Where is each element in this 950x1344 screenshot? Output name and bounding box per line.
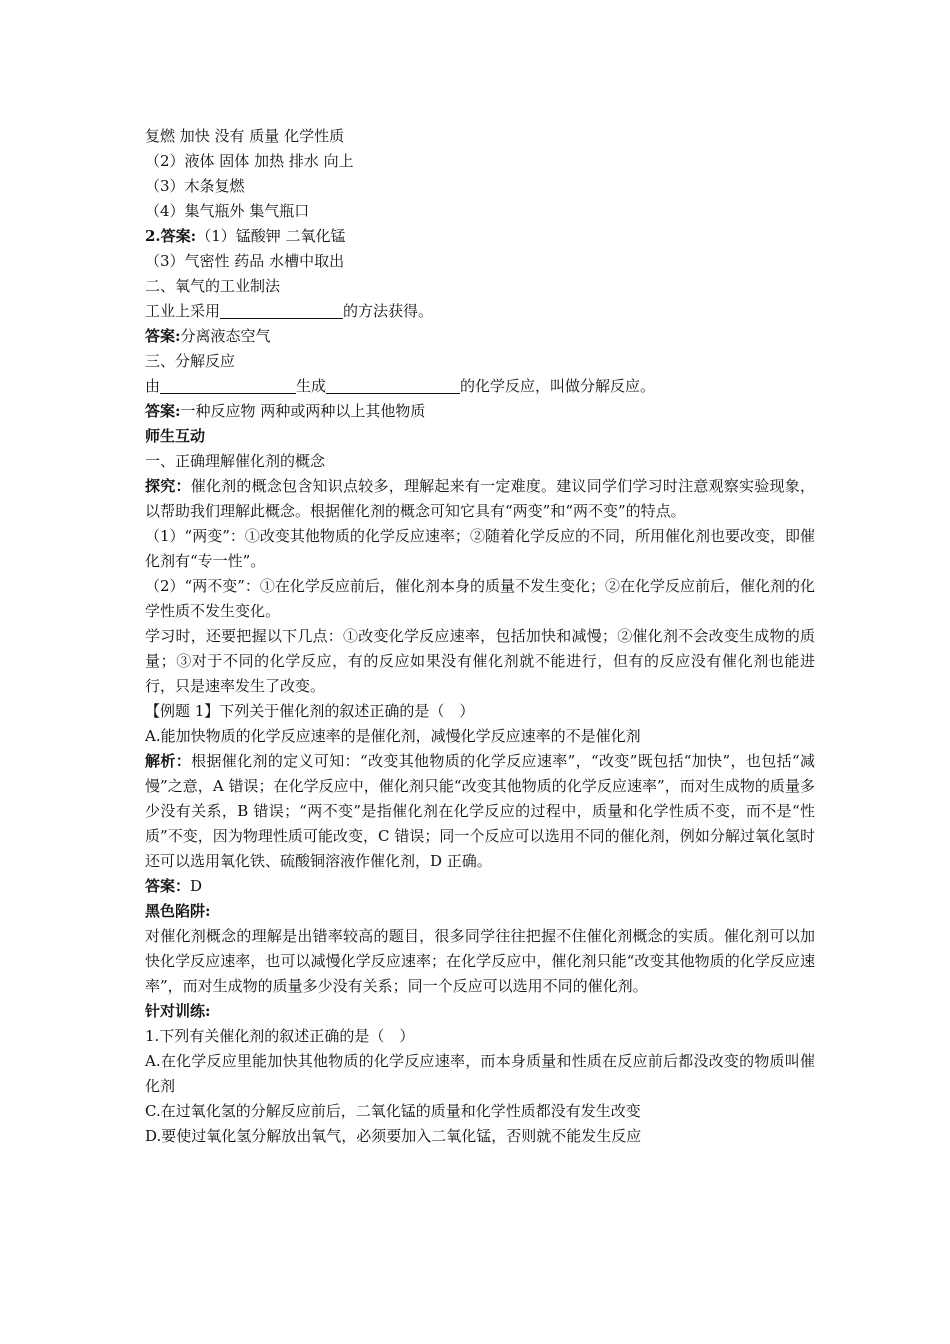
document-page (145, 124, 815, 1149)
heading-text: 黑色陷阱: (145, 902, 211, 920)
fill-blank-question (145, 299, 815, 324)
two-changes-paragraph: （1）“两变”：①改变其他物质的化学反应速率；②随着化学反应的不同，所用催化剂也要改变，即催化剂有“专一性”。 (145, 527, 815, 570)
explore-label: 探究： (145, 477, 191, 495)
analysis-label: 解析： (145, 752, 192, 770)
practice-option-d: D.要使过氧化氢分解放出氧气，必须要加入二氧化锰，否则就不能发生反应 (145, 1127, 642, 1145)
heading-pitfall (145, 899, 815, 924)
example-option-a: A.能加快物质的化学反应速率的是催化剂，减慢化学反应速率的不是催化剂 (145, 727, 641, 745)
analysis-paragraph (145, 749, 815, 874)
answer-text: D (190, 877, 203, 895)
question-text: 工业上采用 (145, 302, 221, 320)
study-tips-paragraph: 学习时，还要把握以下几点：①改变化学反应速率，包括加快和减慢；②催化剂不会改变生成物的质量；③对于不同的化学反应，有的反应如果没有催化剂就不能进行，但有的反应没有催化剂也能进行，只是速率发生了改变。 (145, 627, 815, 695)
answer-text: 一种反应物 两种或两种以上其他物质 (180, 402, 426, 420)
fill-blank (160, 377, 296, 394)
pitfall-paragraph: 对催化剂概念的理解是出错率较高的题目，很多同学往往把握不住催化剂概念的实质。催化剂可以加快化学反应速率，也可以减慢化学反应速率；在化学反应中，催化剂只能“改变其他物质的化学反应速率”，而对生成物的质量多少没有关系；同一个反应可以选用不同的催化剂。 (145, 927, 815, 995)
answer-line (145, 324, 815, 349)
answer-label: 2.答案: (145, 227, 197, 245)
answer-label: 答案: (145, 327, 181, 345)
example-answer (145, 874, 815, 899)
section-heading-decomposition: 三、分解反应 (145, 352, 236, 370)
answer-text: （1）锰酸钾 二氧化锰 (196, 227, 346, 245)
answer-label: 答案： (145, 877, 191, 895)
section-heading-catalyst: 一、正确理解催化剂的概念 (145, 452, 326, 470)
answer-label: 答案: (145, 402, 181, 420)
heading-teacher-student (145, 424, 815, 449)
question-text: 生成 (296, 377, 327, 395)
answer-line (145, 399, 815, 424)
answer-text: 分离液态空气 (180, 327, 271, 345)
explore-paragraph (145, 474, 815, 524)
heading-text: 针对训练: (145, 1002, 211, 1020)
answer-line-6: （3）气密性 药品 水槽中取出 (145, 252, 345, 270)
fill-blank-question (145, 374, 815, 399)
heading-practice (145, 999, 815, 1024)
answer-line-4: （4）集气瓶外 集气瓶口 (145, 202, 310, 220)
fill-blank (220, 302, 343, 319)
explore-text: 催化剂的概念包含知识点较多，理解起来有一定难度。建议同学们学习时注意观察实验现象，以帮助我们理解此概念。根据催化剂的概念可知它具有“两变”和“两不变”的特点。 (145, 477, 815, 520)
practice-question: 1.下列有关催化剂的叙述正确的是（ ） (145, 1027, 415, 1045)
analysis-text: 根据催化剂的定义可知：“改变其他物质的化学反应速率”，“改变”既包括“加快”，也包括“减慢”之意，A 错误；在化学反应中，催化剂只能“改变其他物质的化学反应速率”，而对生成物的质量多少没有关系，B 错误；“两不变”是指催化剂在化学反应的过程中，质量和化学性质不变，而不是“性质”不变，因为物理性质可能改变，C 错误；同一个反应可以选用不同的催化剂，例如分解过氧化氢时还可以选用氧化铁、硫酸铜溶液作催化剂，D 正确。 (145, 752, 815, 870)
practice-option-c: C.在过氧化氢的分解反应前后，二氧化锰的质量和化学性质都没有发生改变 (145, 1102, 641, 1120)
question-text: 的化学反应，叫做分解反应。 (460, 377, 656, 395)
heading-text: 师生互动 (145, 427, 206, 445)
two-unchanged-paragraph: （2）“两不变”：①在化学反应前后，催化剂本身的质量不发生变化；②在化学反应前后，催化剂的化学性质不发生变化。 (145, 577, 815, 620)
fill-blank (326, 377, 460, 394)
example-question: 【例题 1】下列关于催化剂的叙述正确的是（ ） (145, 702, 475, 720)
answer-line-1: 复燃 加快 没有 质量 化学性质 (145, 127, 345, 145)
answer-line-3: （3）木条复燃 (145, 177, 245, 195)
answer-2-line (145, 224, 815, 249)
practice-option-a: A.在化学反应里能加快其他物质的化学反应速率，而本身质量和性质在反应前后都没改变的物质叫催化剂 (145, 1052, 815, 1095)
section-heading-industrial: 二、氧气的工业制法 (145, 277, 281, 295)
answer-line-2: （2）液体 固体 加热 排水 向上 (145, 152, 354, 170)
question-text: 的方法获得。 (343, 302, 434, 320)
question-text: 由 (145, 377, 161, 395)
